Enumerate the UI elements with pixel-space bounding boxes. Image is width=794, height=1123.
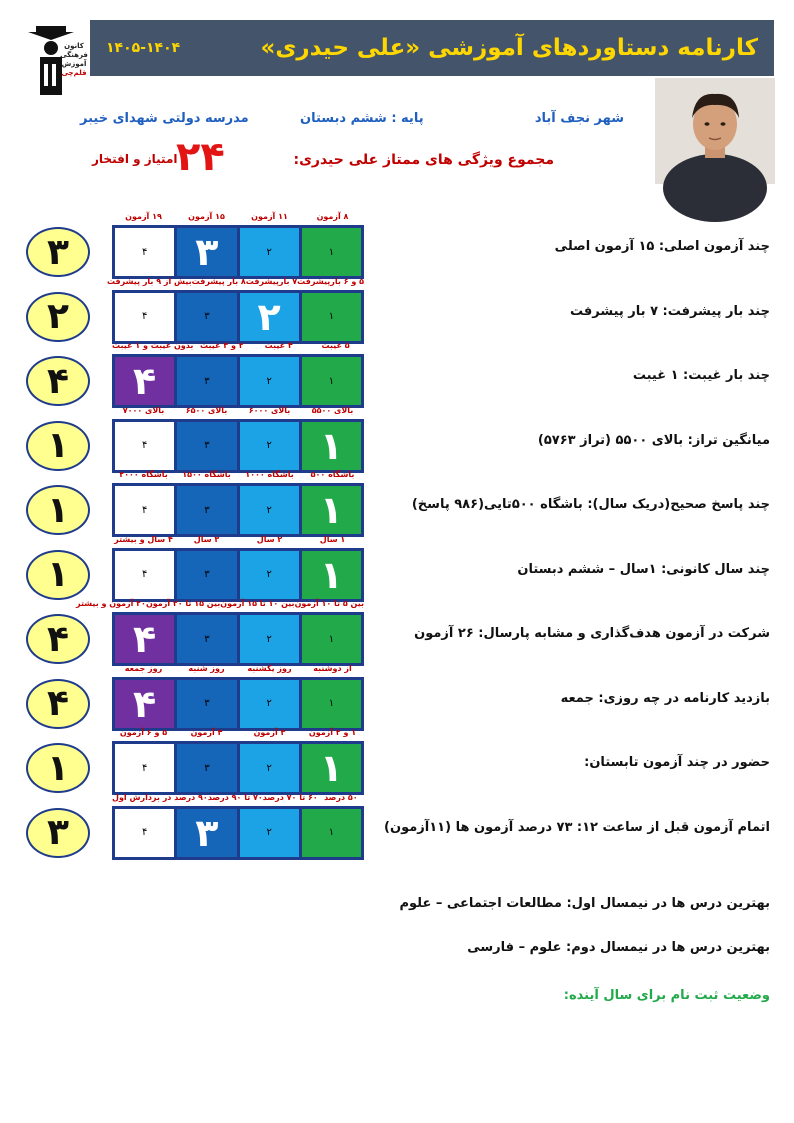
- level-cell: ۱: [302, 357, 361, 405]
- level-header: بدون غیبت و ۱ غیبت: [112, 341, 194, 350]
- level-header: ۸ بار پیشرفت: [191, 276, 246, 286]
- row-header-labels: [112, 341, 364, 353]
- achievement-question: بازدید کارنامه در چه روزی: جمعه: [560, 690, 770, 706]
- level-header: روز شنبه: [188, 663, 225, 673]
- city-label: شهر نجف آباد: [534, 111, 624, 126]
- row-header-labels: [76, 599, 364, 611]
- level-header: باشگاه ۲۰۰۰: [119, 470, 168, 479]
- level-header: ۱۱ آزمون: [251, 212, 288, 221]
- level-cell: ۴: [115, 486, 174, 534]
- summary-value: ۲۴: [176, 134, 225, 180]
- level-cell: ۱: [302, 615, 361, 663]
- level-cell: ۴: [115, 228, 174, 276]
- level-header: ۳ سال: [193, 534, 220, 544]
- level-cell: ۲: [240, 615, 299, 663]
- level-header: ۷۰ تا ۹۰ درصد: [207, 792, 263, 802]
- level-cell: ۴: [115, 422, 174, 470]
- achievement-question: شرکت در آزمون هدف‌گذاری و مشابه پارسال: ۲۶ آزمون: [414, 626, 770, 641]
- level-cell: ۴: [115, 744, 174, 792]
- logo-lettering: کانون فرهنگی آموزش قلم‌چی: [60, 42, 88, 77]
- level-cell: ۴: [115, 551, 174, 599]
- row-header-labels: [112, 793, 364, 805]
- level-cell: ۲: [240, 228, 299, 276]
- level-cell: ۱: [302, 293, 361, 341]
- level-grid: [112, 612, 364, 666]
- level-cell: ۲: [240, 809, 299, 857]
- level-header: ۵۰ درصد: [324, 792, 358, 802]
- grade-label: پایه : ششم دبستان: [300, 111, 424, 126]
- level-grid: [112, 741, 364, 795]
- level-grid: [112, 225, 364, 279]
- level-header: بین ۵ تا ۱۰ آزمون: [294, 599, 364, 608]
- achievement-question: چند بار غیبت: ۱ غیبت: [632, 368, 770, 383]
- level-cell: ۳: [177, 680, 236, 728]
- level-header: ۵ غیبت: [321, 341, 350, 350]
- level-header: ۴ سال و بیشتر: [114, 534, 173, 544]
- level-header: ۶۰ تا ۷۰ درصد: [262, 792, 318, 802]
- achievement-question: چند پاسخ صحیح(دریک سال): باشگاه ۵۰۰تایی(۹۸۶ پاسخ): [411, 497, 770, 512]
- level-grid: [112, 548, 364, 602]
- level-cell: ۲: [240, 357, 299, 405]
- page-title: کارنامه دستاوردهای آموزشی «علی حیدری»: [260, 35, 758, 61]
- level-cell-active: ۱: [302, 744, 361, 792]
- level-cell: ۲: [240, 486, 299, 534]
- row-header-labels: [112, 406, 364, 418]
- level-cell: ۲: [240, 551, 299, 599]
- summary-unit: امتیاز و افتخار: [92, 152, 178, 166]
- row-header-labels: [112, 728, 364, 740]
- level-cell: ۱: [302, 680, 361, 728]
- level-cell: ۱: [302, 809, 361, 857]
- achievement-question: حضور در چند آزمون تابستان:: [584, 755, 770, 770]
- level-cell: ۳: [177, 422, 236, 470]
- level-header: بالای ۶۵۰۰: [185, 405, 228, 415]
- academic-years: ۱۴۰۵-۱۴۰۴: [106, 40, 181, 56]
- level-cell: ۳: [177, 615, 236, 663]
- level-cell: ۴: [115, 809, 174, 857]
- score-badge: ۴: [26, 356, 90, 406]
- level-cell-active: ۴: [115, 615, 174, 663]
- level-header: ۲۰ آزمون و بیشتر: [76, 599, 146, 608]
- score-badge: ۱: [26, 485, 90, 535]
- level-header: روز یکشنبه: [247, 663, 292, 673]
- level-header: بین ۱۵ تا ۲۰ آزمون: [145, 599, 221, 608]
- level-header: باشگاه ۱۵۰۰: [182, 470, 231, 479]
- page-header: [90, 20, 774, 76]
- level-cell-active: ۳: [177, 228, 236, 276]
- level-cell-active: ۴: [115, 680, 174, 728]
- level-header: بالای ۶۰۰۰: [248, 405, 291, 415]
- school-label: مدرسه دولتی شهدای خیبر: [80, 111, 249, 126]
- level-header: بین ۱۰ تا ۱۵ آزمون: [220, 599, 295, 608]
- level-cell-active: ۱: [302, 486, 361, 534]
- level-header: ۸ آزمون: [316, 212, 349, 221]
- level-header: ۴ آزمون: [190, 728, 223, 737]
- level-header: بالای ۵۵۰۰: [311, 405, 354, 415]
- level-cell: ۳: [177, 744, 236, 792]
- achievement-question: چند آزمون اصلی: ۱۵ آزمون اصلی: [554, 239, 770, 254]
- score-badge: ۴: [26, 679, 90, 729]
- level-header: ۴ غیبت: [264, 341, 293, 350]
- level-cell-active: ۱: [302, 422, 361, 470]
- level-cell: ۳: [177, 357, 236, 405]
- level-cell: ۳: [177, 293, 236, 341]
- level-header: روز جمعه: [124, 663, 163, 673]
- level-header: باشگاه ۵۰۰: [310, 470, 355, 479]
- level-cell-active: ۲: [240, 293, 299, 341]
- level-header: ۳ آزمون: [253, 728, 286, 737]
- level-header: بیش از ۹ بار پیشرفت: [106, 276, 192, 286]
- score-badge: ۲: [26, 292, 90, 342]
- achievement-question: چند سال کانونی: ۱سال – ششم دبستان: [517, 561, 770, 577]
- level-cell: ۴: [115, 293, 174, 341]
- achievement-question: اتمام آزمون قبل از ساعت ۱۲: ۷۳ درصد آزمون ها (۱۱آزمون): [384, 819, 770, 835]
- level-cell: ۲: [240, 744, 299, 792]
- level-cell-active: ۳: [177, 809, 236, 857]
- level-header: ۵ و ۶ آزمون: [119, 728, 168, 737]
- level-header: ۱ سال: [319, 534, 346, 544]
- level-header: ۲ سال: [256, 534, 283, 544]
- level-grid: [112, 419, 364, 473]
- level-grid: [112, 806, 364, 860]
- level-cell: ۲: [240, 680, 299, 728]
- score-badge: ۳: [26, 808, 90, 858]
- level-header: ۷ بارپیشرفت: [245, 276, 298, 286]
- score-badge: ۴: [26, 614, 90, 664]
- level-header: ۱ و ۲ آزمون: [308, 728, 357, 737]
- level-header: ۱۵ آزمون: [188, 212, 225, 221]
- level-grid: [112, 677, 364, 731]
- score-badge: ۱: [26, 550, 90, 600]
- level-grid: [112, 290, 364, 344]
- score-badge: ۳: [26, 227, 90, 277]
- level-header: باشگاه ۱۰۰۰: [245, 470, 294, 479]
- level-header: ۱۹ آزمون: [125, 212, 162, 221]
- row-header-labels: [112, 535, 364, 547]
- level-grid: [112, 354, 364, 408]
- achievement-question: چند بار پیشرفت: ۷ بار پیشرفت: [569, 303, 770, 319]
- score-badge: ۱: [26, 743, 90, 793]
- level-header: ۵ و ۶ بارپیشرفت: [297, 276, 364, 286]
- level-cell: ۳: [177, 551, 236, 599]
- level-header: از دوشنبه: [313, 663, 352, 673]
- level-cell-active: ۱: [302, 551, 361, 599]
- row-header-labels: [112, 470, 364, 482]
- row-header-labels: [112, 212, 364, 224]
- level-header: ۲ و ۳ غیبت: [200, 341, 244, 350]
- student-photo: [655, 78, 775, 184]
- row-header-labels: [106, 276, 364, 289]
- level-cell: ۱: [302, 228, 361, 276]
- level-cell-active: ۴: [115, 357, 174, 405]
- achievement-question: میانگین تراز: بالای ۵۵۰۰ (تراز ۵۷۶۳): [537, 432, 770, 448]
- level-header: ۹۰ درصد در بردارش اول: [112, 792, 208, 802]
- level-grid: [112, 483, 364, 537]
- best-subjects-first-term: بهترین درس ها در نیمسال اول: مطالعات اجتماعی – علوم: [399, 896, 770, 911]
- registration-status: وضعیت ثبت نام برای سال آینده:: [563, 988, 770, 1003]
- summary-label: مجموع ویژگی های ممتاز علی حیدری:: [293, 152, 554, 168]
- level-cell: ۳: [177, 486, 236, 534]
- row-header-labels: [112, 664, 364, 676]
- level-header: بالای ۷۰۰۰: [122, 405, 165, 415]
- level-cell: ۲: [240, 422, 299, 470]
- score-badge: ۱: [26, 421, 90, 471]
- best-subjects-second-term: بهترین درس ها در نیمسال دوم: علوم – فارسی: [467, 940, 770, 955]
